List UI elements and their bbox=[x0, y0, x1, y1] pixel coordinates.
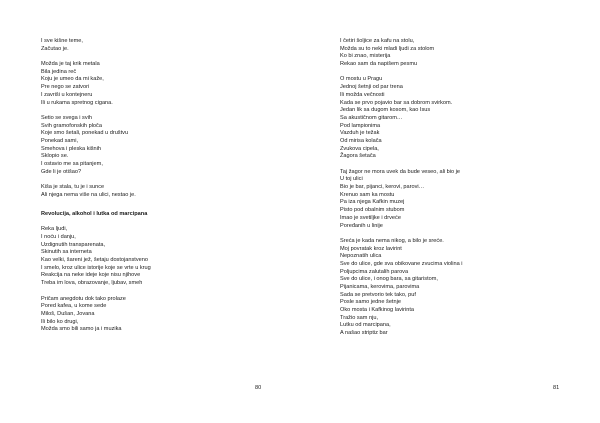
left-page-text bbox=[41, 38, 271, 334]
verse-line: Kada se prvo pojavio bar sa dobrom svirkom. bbox=[340, 99, 453, 106]
spacer bbox=[41, 199, 271, 211]
verse-line: Moj povratak kroz lavirint bbox=[340, 245, 402, 252]
verse-line: Uzdignutih transparenata, bbox=[41, 241, 106, 248]
verse-line: Pisto pod obalnim stubom bbox=[340, 207, 405, 214]
verse-line: Kao velki, šareni jež, šetaju dostojanstveno bbox=[41, 257, 148, 264]
verse-line: Ili možda večnosti bbox=[340, 91, 385, 98]
spacer bbox=[41, 288, 271, 296]
verse-line: Jednoj šetnji od par trena bbox=[340, 84, 403, 91]
verse-line: Ili u rukama spretnog cigana. bbox=[41, 99, 113, 106]
verse-line: Smehova i pleska kišnih bbox=[41, 145, 102, 152]
stanza bbox=[41, 115, 271, 177]
verse-line: Miloš, Dušan, Jovana bbox=[41, 310, 95, 317]
verse-line: Sve do ulice, i onog bara, sa gitaristom, bbox=[340, 276, 438, 283]
verse-line: Pričam anegdotu dok tako prolaze bbox=[41, 295, 126, 302]
spacer bbox=[340, 69, 580, 77]
verse-line: Pijanicama, kerovima, parovima bbox=[340, 284, 420, 290]
verse-line: A našao striptiz bar bbox=[340, 330, 388, 337]
verse-line: Reka ljudi, bbox=[41, 226, 68, 233]
verse-line: Bila jedina reč bbox=[41, 68, 77, 75]
verse-line: Sve do ulice, gde sva obikovane zvucima violina i bbox=[340, 260, 463, 267]
verse-line: I ostavio me sa pitanjem, bbox=[41, 161, 103, 167]
stanza bbox=[340, 238, 580, 338]
verse-line: Sa akustičnom gitarom… bbox=[340, 114, 403, 121]
verse-line: Treba im lova, obrazovanje, ljubav, smeh bbox=[41, 280, 143, 287]
verse-line: Krenuo sam ka mostu bbox=[340, 191, 395, 198]
verse-line: Možda smo bili samo ja i muzika bbox=[41, 326, 122, 333]
stanza bbox=[340, 76, 580, 161]
verse-line: Kiša je stala, tu je i sunce bbox=[41, 184, 105, 191]
page-number-left: 80 bbox=[255, 385, 262, 391]
verse-line: Oko mosta i Kafkinog lavirinta bbox=[340, 307, 414, 314]
verse-line: Od mirisa kolača bbox=[340, 137, 382, 144]
verse-line: Začutao je. bbox=[41, 45, 69, 52]
spacer bbox=[41, 176, 271, 184]
verse-line: Taj žagor ne mora uvek da bude veseo, ali bio je bbox=[340, 168, 461, 175]
verse-line: Poređanih u linije bbox=[340, 222, 383, 229]
verse-line: Rekao sam da napišem pesmu bbox=[340, 61, 418, 68]
verse-line: Reakcija na neke ideje koje nisu njihove bbox=[41, 272, 141, 279]
verse-line: Ili bilo ko drugi, bbox=[41, 318, 79, 325]
stanza bbox=[41, 38, 271, 53]
poem-title: Revolucija, alkohol i lutka od marcipana bbox=[41, 210, 148, 217]
spacer bbox=[340, 161, 580, 169]
verse-line: Imao je svetiljke i drveće bbox=[340, 214, 401, 221]
verse-line: Jedan lik sa dugom kosom, kao Isus bbox=[340, 107, 431, 114]
verse-line: Žagora šetača bbox=[340, 153, 376, 160]
verse-line: Setio se svega i svih bbox=[41, 114, 92, 121]
verse-line: Vazduh je težak bbox=[340, 130, 380, 137]
verse-line: Možda su to neki mladi ljudi za stolom bbox=[340, 45, 435, 52]
verse-line: O mostu u Pragu bbox=[340, 76, 383, 83]
verse-line: I noću i danju, bbox=[41, 234, 76, 240]
verse-line: Ko bi znao, misterija bbox=[340, 53, 391, 60]
verse-line: Sreća je kada nema nikog, a bilo je sreće. bbox=[340, 237, 444, 244]
stanza bbox=[340, 169, 580, 231]
verse-line: Posle samo jedne šetnje bbox=[340, 299, 401, 306]
page-number-right: 81 bbox=[553, 385, 560, 391]
verse-line: U toj ulici bbox=[340, 176, 363, 183]
right-page bbox=[300, 0, 600, 423]
stanza bbox=[41, 296, 271, 334]
verse-line: I sve kišne teme, bbox=[41, 38, 83, 44]
verse-line: Nepoznatih ulica bbox=[340, 253, 382, 260]
verse-line: Gde li je otišao? bbox=[41, 168, 82, 175]
verse-line: Svih gramofonskih ploča bbox=[41, 122, 102, 129]
spacer bbox=[41, 219, 271, 227]
verse-line: Pod lampionima bbox=[340, 122, 381, 129]
verse-line: Bio je bar, pijanci, kerovi, parovi… bbox=[340, 184, 425, 191]
verse-line: I smelo, kroz ulice istorije koje se vrte u krug bbox=[41, 264, 151, 271]
verse-line: Lutku od marcipana, bbox=[340, 322, 391, 329]
verse-line: Pored kafea, u komе sede bbox=[41, 303, 107, 310]
stanza bbox=[41, 61, 271, 107]
spacer bbox=[340, 230, 580, 238]
spacer bbox=[41, 53, 271, 61]
verse-line: Koju je umeo da mi kaže, bbox=[41, 76, 104, 83]
right-page-text bbox=[340, 38, 580, 338]
verse-line: Ponekad sami, bbox=[41, 137, 79, 144]
stanza bbox=[340, 38, 580, 69]
verse-line: Ali njega nema više na ulici, nestao je. bbox=[41, 191, 136, 198]
verse-line: I četiri šoljice za kafu na stolu, bbox=[340, 38, 415, 44]
spacer bbox=[41, 107, 271, 115]
verse-line: Možda je taj krik metala bbox=[41, 61, 100, 68]
verse-line: Sklopio se. bbox=[41, 153, 69, 160]
verse-line: Skinutih sa interneta bbox=[41, 249, 92, 256]
verse-line: Tražio sam nju, bbox=[340, 314, 379, 321]
verse-line: Zvukova cipela, bbox=[340, 145, 379, 152]
verse-line: I zavriši u kontejneru bbox=[41, 91, 93, 98]
verse-line: Koje smo šetali, ponekad u društvu bbox=[41, 130, 129, 137]
verse-line: Sada se pretvorio tek tako, puf bbox=[340, 291, 416, 298]
verse-line: Pre nego se zatvori bbox=[41, 84, 90, 91]
stanza bbox=[41, 184, 271, 199]
verse-line: Poljupcima zalutalih parova bbox=[340, 268, 409, 275]
stanza bbox=[41, 226, 271, 288]
verse-line: Pa iza njega Kafkin muzej bbox=[340, 199, 405, 206]
